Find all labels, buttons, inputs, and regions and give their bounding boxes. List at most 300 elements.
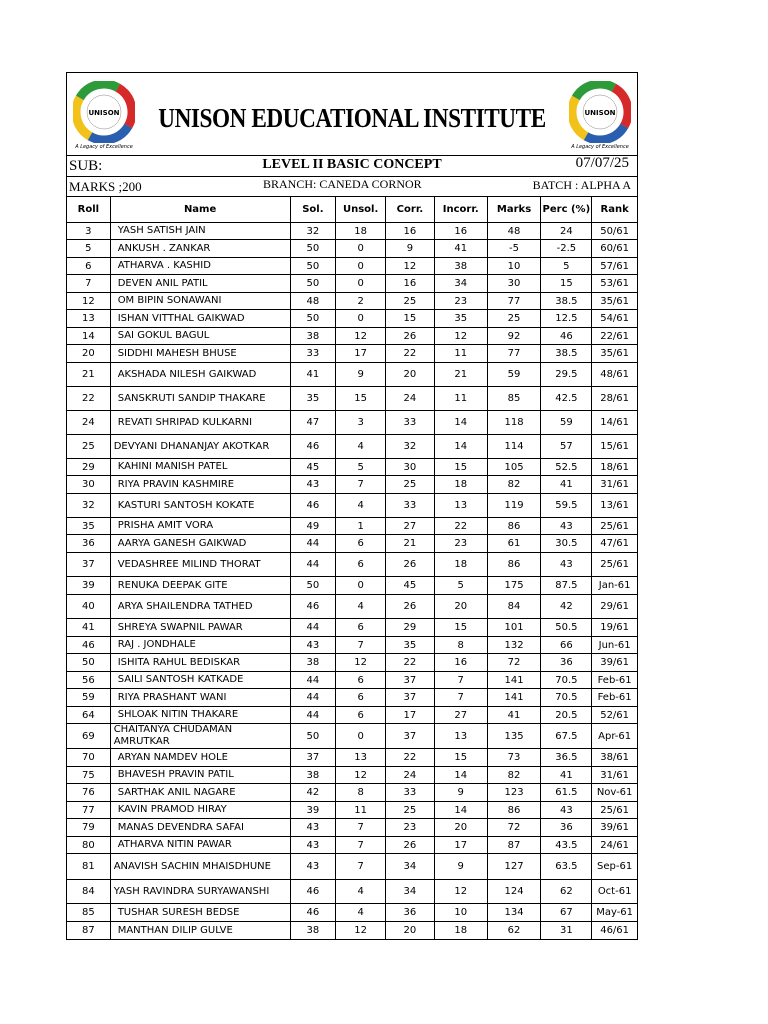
cell-roll: 13 bbox=[67, 310, 111, 328]
cell-sol: 42 bbox=[290, 784, 336, 802]
cell-marks: 132 bbox=[487, 637, 541, 654]
cell-sol: 43 bbox=[290, 854, 336, 880]
cell-corr: 15 bbox=[386, 310, 435, 328]
cell-roll: 59 bbox=[67, 689, 111, 707]
cell-perc: 50.5 bbox=[541, 619, 592, 637]
cell-corr: 26 bbox=[386, 837, 435, 854]
cell-sol: 33 bbox=[290, 345, 336, 363]
cell-roll: 87 bbox=[67, 922, 111, 940]
cell-rank: 28/61 bbox=[592, 387, 638, 411]
cell-unsol: 12 bbox=[336, 328, 386, 345]
cell-roll: 24 bbox=[67, 411, 111, 435]
cell-unsol: 4 bbox=[336, 880, 386, 904]
cell-sol: 44 bbox=[290, 619, 336, 637]
cell-perc: 30.5 bbox=[541, 535, 592, 553]
cell-marks: 92 bbox=[487, 328, 541, 345]
cell-rank: Jan-61 bbox=[592, 577, 638, 595]
cell-unsol: 15 bbox=[336, 387, 386, 411]
cell-sol: 38 bbox=[290, 922, 336, 940]
cell-incorr: 34 bbox=[434, 275, 487, 293]
cell-marks: 62 bbox=[487, 922, 541, 940]
cell-perc: 36.5 bbox=[541, 749, 592, 767]
results-table bbox=[66, 196, 638, 940]
cell-roll: 64 bbox=[67, 707, 111, 724]
cell-marks: 114 bbox=[487, 435, 541, 459]
cell-name: AKSHADA NILESH GAIKWAD bbox=[110, 363, 290, 387]
cell-incorr: 11 bbox=[434, 345, 487, 363]
cell-sol: 46 bbox=[290, 435, 336, 459]
cell-roll: 29 bbox=[67, 459, 111, 476]
cell-unsol: 2 bbox=[336, 293, 386, 310]
cell-unsol: 0 bbox=[336, 577, 386, 595]
cell-corr: 16 bbox=[386, 223, 435, 240]
table-row bbox=[67, 784, 638, 802]
cell-name: KAVIN PRAMOD HIRAY bbox=[110, 802, 290, 819]
cell-marks: 30 bbox=[487, 275, 541, 293]
cell-sol: 48 bbox=[290, 293, 336, 310]
cell-perc: 87.5 bbox=[541, 577, 592, 595]
cell-corr: 17 bbox=[386, 707, 435, 724]
cell-corr: 16 bbox=[386, 275, 435, 293]
cell-rank: 35/61 bbox=[592, 293, 638, 310]
cell-name: PRISHA AMIT VORA bbox=[110, 518, 290, 535]
cell-unsol: 7 bbox=[336, 854, 386, 880]
cell-corr: 37 bbox=[386, 724, 435, 749]
cell-rank: 14/61 bbox=[592, 411, 638, 435]
cell-corr: 37 bbox=[386, 672, 435, 689]
col-header-unsol: Unsol. bbox=[336, 197, 386, 223]
cell-marks: 119 bbox=[487, 494, 541, 518]
table-row bbox=[67, 345, 638, 363]
cell-roll: 36 bbox=[67, 535, 111, 553]
cell-sol: 43 bbox=[290, 637, 336, 654]
cell-marks: 127 bbox=[487, 854, 541, 880]
cell-sol: 43 bbox=[290, 476, 336, 494]
cell-name: ATHARVA NITIN PAWAR bbox=[110, 837, 290, 854]
table-row bbox=[67, 672, 638, 689]
table-row bbox=[67, 689, 638, 707]
cell-roll: 5 bbox=[67, 240, 111, 258]
cell-incorr: 8 bbox=[434, 637, 487, 654]
cell-perc: 66 bbox=[541, 637, 592, 654]
table-row bbox=[67, 459, 638, 476]
cell-corr: 30 bbox=[386, 459, 435, 476]
cell-rank: 25/61 bbox=[592, 802, 638, 819]
cell-marks: 84 bbox=[487, 595, 541, 619]
cell-incorr: 15 bbox=[434, 619, 487, 637]
cell-rank: 52/61 bbox=[592, 707, 638, 724]
branch-name: BRANCH: CANEDA CORNOR bbox=[263, 177, 422, 191]
cell-roll: 70 bbox=[67, 749, 111, 767]
cell-incorr: 15 bbox=[434, 749, 487, 767]
cell-unsol: 6 bbox=[336, 535, 386, 553]
cell-marks: 82 bbox=[487, 476, 541, 494]
cell-incorr: 5 bbox=[434, 577, 487, 595]
cell-rank: 15/61 bbox=[592, 435, 638, 459]
cell-incorr: 35 bbox=[434, 310, 487, 328]
cell-perc: 70.5 bbox=[541, 672, 592, 689]
cell-perc: 46 bbox=[541, 328, 592, 345]
table-row bbox=[67, 258, 638, 275]
col-header-incorr: Incorr. bbox=[434, 197, 487, 223]
cell-incorr: 15 bbox=[434, 459, 487, 476]
cell-sol: 45 bbox=[290, 459, 336, 476]
cell-unsol: 0 bbox=[336, 240, 386, 258]
cell-perc: 24 bbox=[541, 223, 592, 240]
table-row bbox=[67, 904, 638, 922]
cell-name: ANKUSH . ZANKAR bbox=[110, 240, 290, 258]
cell-roll: 85 bbox=[67, 904, 111, 922]
cell-perc: 12.5 bbox=[541, 310, 592, 328]
sheet-header bbox=[66, 72, 638, 156]
cell-incorr: 21 bbox=[434, 363, 487, 387]
cell-unsol: 12 bbox=[336, 767, 386, 784]
cell-unsol: 11 bbox=[336, 802, 386, 819]
cell-unsol: 1 bbox=[336, 518, 386, 535]
cell-perc: 38.5 bbox=[541, 345, 592, 363]
cell-roll: 22 bbox=[67, 387, 111, 411]
institute-title: UNISON EDUCATIONAL INSTITUTE bbox=[158, 103, 546, 133]
cell-rank: Feb-61 bbox=[592, 672, 638, 689]
table-row bbox=[67, 724, 638, 749]
col-header-corr: Corr. bbox=[386, 197, 435, 223]
cell-corr: 32 bbox=[386, 435, 435, 459]
result-sheet bbox=[66, 72, 638, 940]
batch-name: BATCH : ALPHA A bbox=[532, 178, 631, 192]
cell-unsol: 17 bbox=[336, 345, 386, 363]
cell-perc: 15 bbox=[541, 275, 592, 293]
cell-sol: 43 bbox=[290, 837, 336, 854]
cell-name: SAILI SANTOSH KATKADE bbox=[110, 672, 290, 689]
cell-name: AARYA GANESH GAIKWAD bbox=[110, 535, 290, 553]
col-header-sol: Sol. bbox=[290, 197, 336, 223]
cell-unsol: 7 bbox=[336, 837, 386, 854]
cell-sol: 47 bbox=[290, 411, 336, 435]
cell-incorr: 22 bbox=[434, 518, 487, 535]
total-marks: MARKS ;200 bbox=[69, 179, 142, 194]
table-row bbox=[67, 494, 638, 518]
cell-incorr: 18 bbox=[434, 553, 487, 577]
cell-roll: 39 bbox=[67, 577, 111, 595]
cell-name: ISHAN VITTHAL GAIKWAD bbox=[110, 310, 290, 328]
cell-sol: 39 bbox=[290, 802, 336, 819]
cell-marks: 41 bbox=[487, 707, 541, 724]
cell-rank: Sep-61 bbox=[592, 854, 638, 880]
cell-roll: 84 bbox=[67, 880, 111, 904]
cell-roll: 40 bbox=[67, 595, 111, 619]
cell-sol: 46 bbox=[290, 494, 336, 518]
cell-name: OM BIPIN SONAWANI bbox=[110, 293, 290, 310]
cell-corr: 26 bbox=[386, 328, 435, 345]
cell-incorr: 38 bbox=[434, 258, 487, 275]
cell-roll: 75 bbox=[67, 767, 111, 784]
cell-corr: 23 bbox=[386, 819, 435, 837]
cell-sol: 43 bbox=[290, 819, 336, 837]
cell-sol: 50 bbox=[290, 240, 336, 258]
cell-perc: 29.5 bbox=[541, 363, 592, 387]
cell-sol: 37 bbox=[290, 749, 336, 767]
cell-name: DEVYANI DHANANJAY AKOTKAR bbox=[110, 435, 290, 459]
cell-name: SARTHAK ANIL NAGARE bbox=[110, 784, 290, 802]
cell-marks: 10 bbox=[487, 258, 541, 275]
table-row bbox=[67, 518, 638, 535]
cell-roll: 21 bbox=[67, 363, 111, 387]
cell-roll: 35 bbox=[67, 518, 111, 535]
cell-rank: 57/61 bbox=[592, 258, 638, 275]
cell-sol: 50 bbox=[290, 310, 336, 328]
cell-name: SIDDHI MAHESH BHUSE bbox=[110, 345, 290, 363]
cell-sol: 44 bbox=[290, 672, 336, 689]
cell-roll: 50 bbox=[67, 654, 111, 672]
cell-name: ARYA SHAILENDRA TATHED bbox=[110, 595, 290, 619]
cell-marks: 86 bbox=[487, 802, 541, 819]
cell-incorr: 20 bbox=[434, 819, 487, 837]
cell-corr: 33 bbox=[386, 494, 435, 518]
cell-rank: 38/61 bbox=[592, 749, 638, 767]
cell-perc: 41 bbox=[541, 476, 592, 494]
cell-corr: 20 bbox=[386, 363, 435, 387]
cell-sol: 32 bbox=[290, 223, 336, 240]
cell-rank: 48/61 bbox=[592, 363, 638, 387]
cell-rank: 18/61 bbox=[592, 459, 638, 476]
cell-marks: -5 bbox=[487, 240, 541, 258]
cell-incorr: 11 bbox=[434, 387, 487, 411]
cell-marks: 72 bbox=[487, 819, 541, 837]
info-row-marks bbox=[66, 177, 638, 196]
logo-text: UNISON bbox=[584, 109, 616, 117]
cell-sol: 46 bbox=[290, 904, 336, 922]
cell-incorr: 18 bbox=[434, 922, 487, 940]
cell-name: SHREYA SWAPNIL PAWAR bbox=[110, 619, 290, 637]
cell-name: DEVEN ANIL PATIL bbox=[110, 275, 290, 293]
cell-unsol: 0 bbox=[336, 724, 386, 749]
cell-marks: 118 bbox=[487, 411, 541, 435]
cell-sol: 50 bbox=[290, 258, 336, 275]
cell-name: RAJ . JONDHALE bbox=[110, 637, 290, 654]
logo-tagline: A Legacy of Excellence bbox=[75, 144, 133, 150]
cell-corr: 34 bbox=[386, 854, 435, 880]
cell-marks: 101 bbox=[487, 619, 541, 637]
cell-rank: 39/61 bbox=[592, 819, 638, 837]
cell-rank: 35/61 bbox=[592, 345, 638, 363]
cell-sol: 44 bbox=[290, 689, 336, 707]
cell-corr: 21 bbox=[386, 535, 435, 553]
cell-corr: 22 bbox=[386, 749, 435, 767]
logo-tagline: A Legacy of Excellence bbox=[571, 144, 629, 150]
cell-rank: 31/61 bbox=[592, 476, 638, 494]
table-row bbox=[67, 363, 638, 387]
cell-rank: 46/61 bbox=[592, 922, 638, 940]
unison-logo-icon bbox=[569, 81, 631, 143]
table-row bbox=[67, 595, 638, 619]
cell-rank: 24/61 bbox=[592, 837, 638, 854]
cell-unsol: 18 bbox=[336, 223, 386, 240]
info-row-subject bbox=[66, 156, 638, 177]
cell-unsol: 4 bbox=[336, 494, 386, 518]
cell-unsol: 8 bbox=[336, 784, 386, 802]
table-row bbox=[67, 328, 638, 345]
cell-rank: 39/61 bbox=[592, 654, 638, 672]
cell-corr: 34 bbox=[386, 880, 435, 904]
table-row bbox=[67, 535, 638, 553]
cell-perc: 42 bbox=[541, 595, 592, 619]
cell-incorr: 20 bbox=[434, 595, 487, 619]
cell-marks: 77 bbox=[487, 293, 541, 310]
cell-incorr: 14 bbox=[434, 767, 487, 784]
cell-roll: 20 bbox=[67, 345, 111, 363]
test-title: LEVEL II BASIC CONCEPT bbox=[262, 157, 442, 172]
col-header-roll: Roll bbox=[67, 197, 111, 223]
cell-unsol: 5 bbox=[336, 459, 386, 476]
cell-incorr: 14 bbox=[434, 802, 487, 819]
cell-roll: 80 bbox=[67, 837, 111, 854]
cell-incorr: 7 bbox=[434, 689, 487, 707]
cell-rank: Apr-61 bbox=[592, 724, 638, 749]
cell-rank: 60/61 bbox=[592, 240, 638, 258]
cell-marks: 73 bbox=[487, 749, 541, 767]
cell-unsol: 12 bbox=[336, 922, 386, 940]
cell-roll: 77 bbox=[67, 802, 111, 819]
cell-perc: 57 bbox=[541, 435, 592, 459]
cell-unsol: 6 bbox=[336, 553, 386, 577]
table-row bbox=[67, 553, 638, 577]
cell-incorr: 23 bbox=[434, 293, 487, 310]
cell-marks: 48 bbox=[487, 223, 541, 240]
cell-corr: 33 bbox=[386, 784, 435, 802]
cell-perc: 42.5 bbox=[541, 387, 592, 411]
cell-corr: 24 bbox=[386, 767, 435, 784]
table-row bbox=[67, 880, 638, 904]
cell-name: ATHARVA . KASHID bbox=[110, 258, 290, 275]
cell-name: MANAS DEVENDRA SAFAI bbox=[110, 819, 290, 837]
cell-rank: 25/61 bbox=[592, 518, 638, 535]
cell-roll: 76 bbox=[67, 784, 111, 802]
cell-perc: 61.5 bbox=[541, 784, 592, 802]
cell-incorr: 27 bbox=[434, 707, 487, 724]
cell-name: ISHITA RAHUL BEDISKAR bbox=[110, 654, 290, 672]
cell-name: RIYA PRASHANT WANI bbox=[110, 689, 290, 707]
cell-unsol: 4 bbox=[336, 595, 386, 619]
cell-sol: 38 bbox=[290, 328, 336, 345]
cell-sol: 41 bbox=[290, 363, 336, 387]
table-row bbox=[67, 819, 638, 837]
cell-sol: 35 bbox=[290, 387, 336, 411]
cell-marks: 175 bbox=[487, 577, 541, 595]
cell-corr: 45 bbox=[386, 577, 435, 595]
cell-incorr: 16 bbox=[434, 223, 487, 240]
table-row bbox=[67, 707, 638, 724]
cell-incorr: 9 bbox=[434, 784, 487, 802]
col-header-name: Name bbox=[110, 197, 290, 223]
cell-name: SAI GOKUL BAGUL bbox=[110, 328, 290, 345]
cell-incorr: 14 bbox=[434, 435, 487, 459]
cell-sol: 44 bbox=[290, 535, 336, 553]
cell-corr: 22 bbox=[386, 654, 435, 672]
cell-roll: 79 bbox=[67, 819, 111, 837]
cell-name: ANAVISH SACHIN MHAISDHUNE bbox=[110, 854, 290, 880]
table-row bbox=[67, 654, 638, 672]
cell-incorr: 18 bbox=[434, 476, 487, 494]
table-row bbox=[67, 837, 638, 854]
cell-rank: Jun-61 bbox=[592, 637, 638, 654]
cell-roll: 69 bbox=[67, 724, 111, 749]
cell-rank: 13/61 bbox=[592, 494, 638, 518]
results-body bbox=[67, 223, 638, 940]
cell-rank: 47/61 bbox=[592, 535, 638, 553]
cell-name: TUSHAR SURESH BEDSE bbox=[110, 904, 290, 922]
cell-sol: 44 bbox=[290, 707, 336, 724]
cell-unsol: 13 bbox=[336, 749, 386, 767]
cell-name: VEDASHREE MILIND THORAT bbox=[110, 553, 290, 577]
cell-perc: 43 bbox=[541, 802, 592, 819]
cell-perc: 62 bbox=[541, 880, 592, 904]
cell-name: KASTURI SANTOSH KOKATE bbox=[110, 494, 290, 518]
cell-perc: 67 bbox=[541, 904, 592, 922]
cell-perc: 70.5 bbox=[541, 689, 592, 707]
cell-corr: 9 bbox=[386, 240, 435, 258]
cell-unsol: 7 bbox=[336, 476, 386, 494]
cell-unsol: 3 bbox=[336, 411, 386, 435]
cell-marks: 87 bbox=[487, 837, 541, 854]
cell-unsol: 6 bbox=[336, 672, 386, 689]
table-row bbox=[67, 411, 638, 435]
cell-perc: 5 bbox=[541, 258, 592, 275]
cell-unsol: 0 bbox=[336, 310, 386, 328]
cell-perc: 43 bbox=[541, 518, 592, 535]
table-row bbox=[67, 293, 638, 310]
col-header-rank: Rank bbox=[592, 197, 638, 223]
table-row bbox=[67, 767, 638, 784]
cell-corr: 25 bbox=[386, 293, 435, 310]
cell-perc: 43.5 bbox=[541, 837, 592, 854]
cell-marks: 59 bbox=[487, 363, 541, 387]
test-date: 07/07/25 bbox=[575, 155, 629, 171]
cell-perc: 20.5 bbox=[541, 707, 592, 724]
cell-corr: 24 bbox=[386, 387, 435, 411]
table-row bbox=[67, 435, 638, 459]
col-header-perc: Perc (%) bbox=[541, 197, 592, 223]
cell-corr: 36 bbox=[386, 904, 435, 922]
cell-incorr: 12 bbox=[434, 328, 487, 345]
cell-roll: 32 bbox=[67, 494, 111, 518]
cell-corr: 26 bbox=[386, 595, 435, 619]
cell-roll: 81 bbox=[67, 854, 111, 880]
cell-marks: 25 bbox=[487, 310, 541, 328]
cell-corr: 12 bbox=[386, 258, 435, 275]
cell-marks: 72 bbox=[487, 654, 541, 672]
cell-marks: 141 bbox=[487, 689, 541, 707]
cell-corr: 33 bbox=[386, 411, 435, 435]
cell-roll: 56 bbox=[67, 672, 111, 689]
cell-corr: 37 bbox=[386, 689, 435, 707]
table-row bbox=[67, 637, 638, 654]
table-row bbox=[67, 223, 638, 240]
cell-name: RENUKA DEEPAK GITE bbox=[110, 577, 290, 595]
cell-marks: 135 bbox=[487, 724, 541, 749]
cell-sol: 50 bbox=[290, 577, 336, 595]
cell-marks: 141 bbox=[487, 672, 541, 689]
cell-unsol: 0 bbox=[336, 258, 386, 275]
cell-incorr: 14 bbox=[434, 411, 487, 435]
cell-sol: 46 bbox=[290, 595, 336, 619]
cell-unsol: 4 bbox=[336, 904, 386, 922]
cell-perc: 31 bbox=[541, 922, 592, 940]
table-row bbox=[67, 577, 638, 595]
cell-roll: 3 bbox=[67, 223, 111, 240]
cell-perc: 63.5 bbox=[541, 854, 592, 880]
cell-perc: 41 bbox=[541, 767, 592, 784]
cell-sol: 50 bbox=[290, 724, 336, 749]
